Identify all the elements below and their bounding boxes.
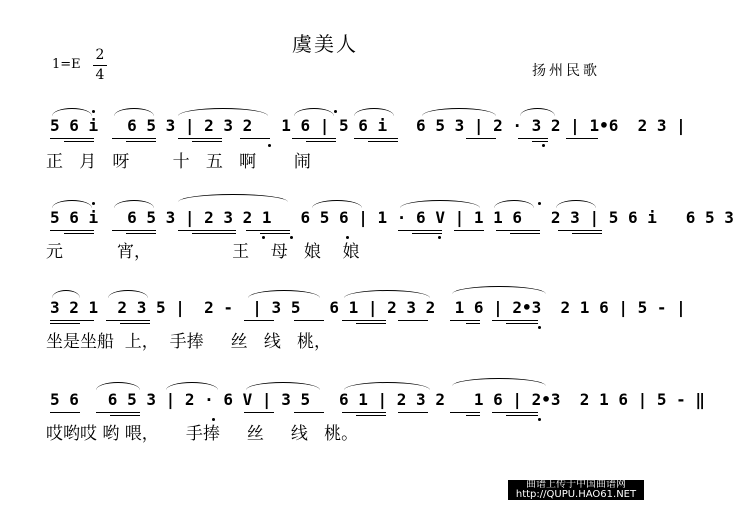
lyrics-line-1: 正 月 呀 十 五 啊 闹 bbox=[46, 152, 311, 172]
slur bbox=[52, 108, 92, 116]
slur bbox=[520, 108, 555, 116]
underline bbox=[50, 230, 94, 231]
octave-dot bbox=[268, 144, 271, 147]
slur bbox=[294, 108, 334, 116]
underline bbox=[192, 233, 236, 234]
underline bbox=[342, 320, 386, 321]
underline bbox=[110, 415, 140, 416]
underline bbox=[496, 230, 540, 231]
watermark-line-1: 曲谱上传于中国曲谱网 bbox=[526, 479, 626, 490]
slur bbox=[166, 382, 218, 390]
slur bbox=[114, 200, 154, 208]
underline bbox=[260, 233, 290, 234]
underline bbox=[466, 138, 496, 139]
underline bbox=[566, 138, 598, 139]
notation-line-4: 5 6 6 5 3 | 2 · 6 V | 3 5 6 1 | 2 3 2 1 6 | 2•3 2 1 6 | 5 - ‖ bbox=[50, 390, 706, 409]
slur bbox=[452, 378, 546, 386]
underline bbox=[178, 230, 236, 231]
underline bbox=[96, 412, 140, 413]
key-signature: 1=E bbox=[52, 57, 81, 72]
time-signature-bottom: 4 bbox=[95, 67, 105, 83]
underline bbox=[492, 412, 538, 413]
underline bbox=[466, 415, 480, 416]
time-signature-top: 2 bbox=[95, 47, 105, 63]
octave-dot bbox=[538, 202, 541, 205]
octave-dot bbox=[438, 236, 441, 239]
underline bbox=[246, 230, 290, 231]
underline bbox=[306, 141, 336, 142]
notation-line-2: 5 6 i 6 5 3 | 2 3 2 1 6 5 6 | 1 · 6 V | 1 1 6 2 3 | 5 6 i 6 5 3 bbox=[50, 208, 734, 227]
slur bbox=[344, 382, 430, 390]
underline bbox=[450, 412, 480, 413]
underline bbox=[294, 320, 324, 321]
underline bbox=[64, 141, 94, 142]
underline bbox=[398, 230, 442, 231]
site-watermark bbox=[508, 480, 644, 500]
slur bbox=[52, 290, 80, 298]
underline bbox=[178, 138, 222, 139]
slur bbox=[178, 194, 288, 202]
slur bbox=[422, 108, 496, 116]
slur bbox=[246, 382, 320, 390]
underline bbox=[342, 412, 386, 413]
underline bbox=[50, 138, 94, 139]
underline bbox=[50, 323, 80, 324]
underline bbox=[354, 138, 398, 139]
underline bbox=[126, 233, 156, 234]
song-title: 虞美人 bbox=[292, 32, 358, 56]
lyrics-line-2: 元 宵， 王 母 娘 娘 bbox=[46, 242, 360, 262]
lyrics-line-4: 哎哟哎 哟 喂， 手捧 丝 线 桃。 bbox=[46, 424, 359, 444]
watermark-line-2: http://QUPU.HAO61.NET bbox=[515, 489, 637, 500]
slur bbox=[96, 382, 140, 390]
octave-dot bbox=[92, 202, 95, 205]
underline bbox=[450, 320, 480, 321]
underline bbox=[120, 323, 150, 324]
slur bbox=[108, 290, 148, 298]
octave-dot bbox=[92, 110, 95, 113]
underline bbox=[240, 138, 270, 139]
underline bbox=[356, 415, 386, 416]
underline bbox=[532, 141, 548, 142]
notation-line-3: 3 2 1 2 3 5 | 2 - | 3 5 6 1 | 2 3 2 1 6 | 2•3 2 1 6 | 5 - | bbox=[50, 298, 686, 317]
octave-dot bbox=[212, 418, 215, 421]
lyrics-line-3: 坐是坐船 上， 手捧 丝 线 桃， bbox=[46, 332, 332, 352]
time-signature bbox=[93, 47, 107, 84]
underline bbox=[112, 230, 156, 231]
underline bbox=[368, 141, 398, 142]
slur bbox=[312, 200, 362, 208]
underline bbox=[106, 320, 150, 321]
underline bbox=[50, 412, 80, 413]
octave-dot bbox=[262, 236, 265, 239]
underline bbox=[64, 233, 94, 234]
slur bbox=[400, 200, 480, 208]
underline bbox=[466, 323, 480, 324]
underline bbox=[454, 230, 484, 231]
slur bbox=[178, 108, 268, 116]
octave-dot bbox=[542, 144, 545, 147]
underline bbox=[50, 320, 94, 321]
slur bbox=[452, 286, 546, 294]
octave-dot bbox=[538, 418, 541, 421]
slur bbox=[114, 108, 154, 116]
underline bbox=[412, 233, 442, 234]
underline bbox=[126, 141, 156, 142]
slur bbox=[52, 200, 92, 208]
underline bbox=[506, 415, 538, 416]
underline bbox=[506, 323, 538, 324]
underline bbox=[518, 138, 548, 139]
octave-dot bbox=[334, 110, 337, 113]
underline bbox=[356, 323, 386, 324]
underline bbox=[112, 138, 156, 139]
slur bbox=[494, 200, 534, 208]
slur bbox=[248, 290, 320, 298]
octave-dot bbox=[346, 236, 349, 239]
slur bbox=[344, 290, 430, 298]
underline bbox=[398, 320, 428, 321]
underline bbox=[294, 412, 324, 413]
underline bbox=[398, 412, 428, 413]
underline bbox=[244, 320, 274, 321]
song-origin: 扬州民歌 bbox=[532, 63, 600, 79]
notation-line-1: 5 6 i 6 5 3 | 2 3 2 1 6 | 5 6 i 6 5 3 | 2 · 3 2 | 1•6 2 3 | bbox=[50, 116, 686, 135]
underline bbox=[572, 233, 602, 234]
octave-dot bbox=[290, 236, 293, 239]
underline bbox=[244, 412, 274, 413]
underline bbox=[510, 233, 540, 234]
underline bbox=[558, 230, 602, 231]
octave-dot bbox=[538, 326, 541, 329]
underline bbox=[292, 138, 336, 139]
underline bbox=[192, 141, 222, 142]
underline bbox=[492, 320, 538, 321]
slur bbox=[556, 200, 596, 208]
slur bbox=[354, 108, 394, 116]
